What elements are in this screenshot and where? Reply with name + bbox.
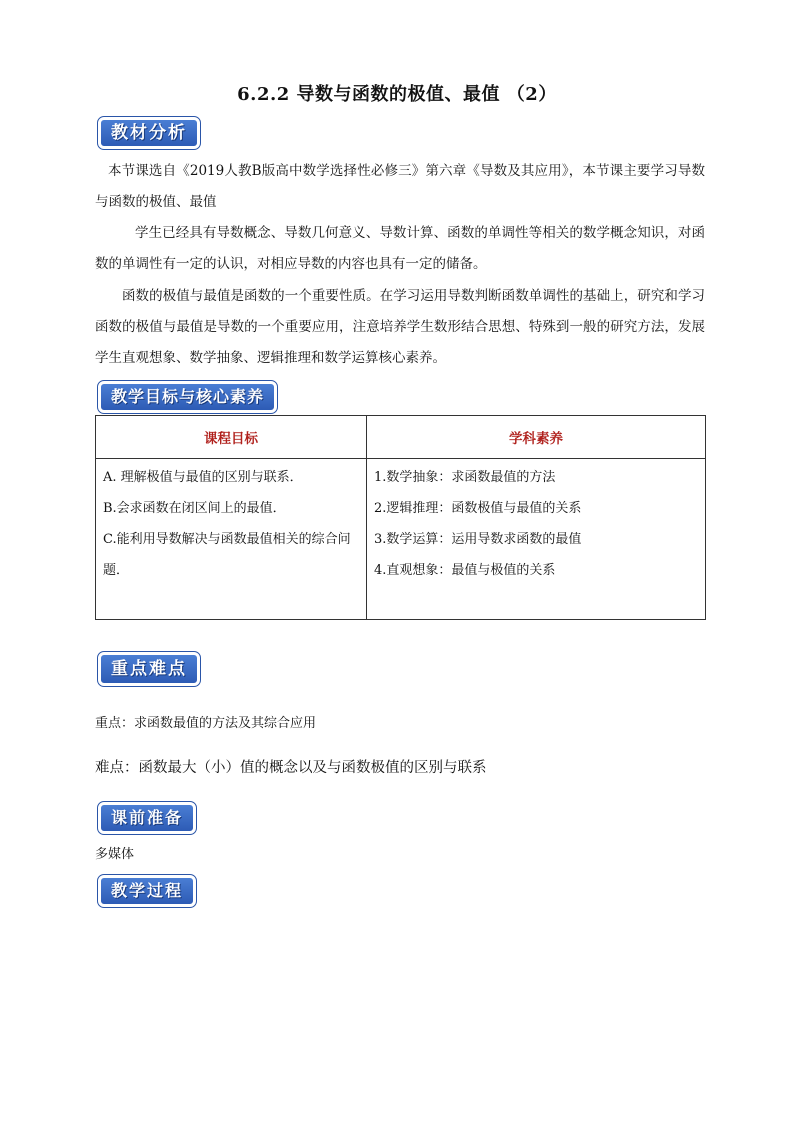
page-title: 6.2.2 导数与函数的极值、最值 （2） <box>237 84 557 105</box>
section-badge-process: 教学过程 <box>98 875 196 907</box>
literacy-item-3: 3.数学运算：运用导数求函数的最值 <box>374 532 582 547</box>
course-goal-b: B.会求函数在闭区间上的最值． <box>103 501 286 516</box>
difficulty-text: 难点：函数最大（小）值的概念以及与函数极值的区别与联系 <box>95 760 487 776</box>
goals-table-body-row <box>96 459 706 620</box>
analysis-paragraph-3: 函数的极值与最值是函数的一个重要性质。在学习运用导数判断函数单调性的基础上，研究和学习函数的极值与最值是导数的一个重要应用，注意培养学生数形结合思想、特殊到一般的研究方法，发展学生直观想象、数学抽象、逻辑推理和数学运算核心素养。 <box>95 288 705 366</box>
course-goals-cell <box>96 459 367 620</box>
section-badge-keypoints: 重点难点 <box>98 652 200 686</box>
header-course-goals: 课程目标 <box>96 416 367 459</box>
section-badge-goals: 教学目标与核心素养 <box>98 381 277 413</box>
literacy-item-2: 2.逻辑推理：函数极值与最值的关系 <box>374 501 582 516</box>
goals-table <box>95 415 706 620</box>
section-badge-analysis: 教材分析 <box>98 117 200 149</box>
goals-table-header-row <box>96 416 706 459</box>
key-point-text: 重点：求函数最值的方法及其综合应用 <box>95 716 317 731</box>
course-goal-c: C.能利用导数解决与函数最值相关的综合问题． <box>103 532 351 578</box>
preparation-text: 多媒体 <box>95 847 135 862</box>
header-core-literacy: 学科素养 <box>367 416 706 459</box>
analysis-paragraph-1: 本节课选自《2019人教B版高中数学选择性必修三》第六章《导数及其应用》，本节课主要学习导数与函数的极值、最值 <box>95 163 705 210</box>
core-literacy-cell <box>367 459 706 620</box>
section-badge-preparation: 课前准备 <box>98 802 196 834</box>
literacy-item-4: 4.直观想象：最值与极值的关系 <box>374 563 556 578</box>
course-goal-a: A. 理解极值与最值的区别与联系． <box>103 470 303 485</box>
literacy-item-1: 1.数学抽象：求函数最值的方法 <box>374 470 556 485</box>
analysis-paragraph-2: 学生已经具有导数概念、导数几何意义、导数计算、函数的单调性等相关的数学概念知识，对函数的单调性有一定的认识，对相应导数的内容也具有一定的储备。 <box>95 225 705 272</box>
